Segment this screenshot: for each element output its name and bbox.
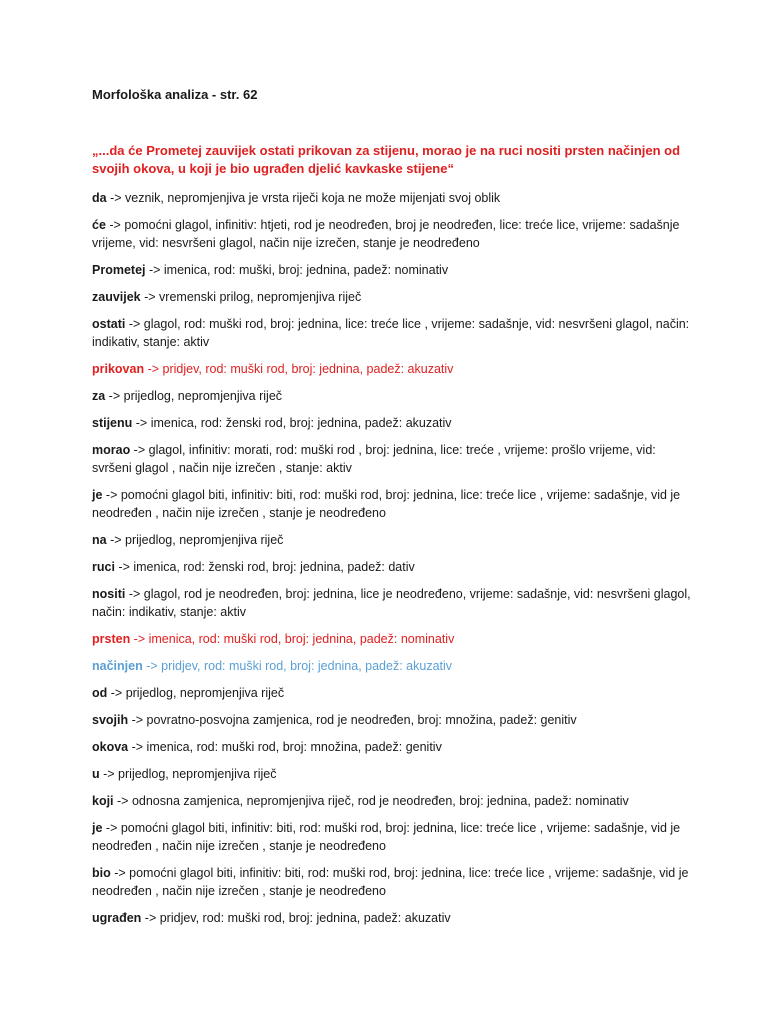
entry-description: -> imenica, rod: muški rod, broj: jednina, padež: nominativ xyxy=(130,632,455,646)
document-title: Morfološka analiza - str. 62 xyxy=(92,87,258,102)
entry-description: -> pomoćni glagol biti, infinitiv: biti, rod: muški rod, broj: jednina, lice: treće lice , vrijeme: sadašnje, vid je neodređen , način nije izrečen , stanje je neodređeno xyxy=(92,488,681,520)
entry-description: -> imenica, rod: ženski rod, broj: jednina, padež: dativ xyxy=(114,560,415,574)
entry-description: -> prijedlog, nepromjenjiva riječ xyxy=(105,389,283,403)
entry-description: -> pomoćni glagol biti, infinitiv: biti, rod: muški rod, broj: jednina, lice: treće lice , vrijeme: sadašnje, vid je neodređen , način nije izrečen , stanje je neodređeno xyxy=(92,821,681,853)
entry-word: ruci xyxy=(92,560,115,574)
analysis-entry xyxy=(92,819,692,855)
entry-description: -> prijedlog, nepromjenjiva riječ xyxy=(99,767,277,781)
entry-description: -> veznik, nepromjenjiva je vrsta riječi koja ne može mijenjati svoj oblik xyxy=(106,191,501,205)
analysis-entry xyxy=(92,441,692,477)
analysis-entry xyxy=(92,864,692,900)
entry-description: -> imenica, rod: muški rod, broj: množina, padež: genitiv xyxy=(128,740,442,754)
entry-description: -> pridjev, rod: muški rod, broj: jednina, padež: akuzativ xyxy=(141,911,451,925)
analysis-entry xyxy=(92,909,692,927)
analysis-entry xyxy=(92,414,692,432)
entry-word: je xyxy=(92,488,103,502)
analysis-entry xyxy=(92,315,692,351)
document-content xyxy=(92,86,692,936)
entry-description: -> pomoćni glagol biti, infinitiv: biti, rod: muški rod, broj: jednina, lice: treće lice , vrijeme: sadašnje, vid je neodređen , način nije izrečen , stanje je neodređeno xyxy=(92,866,689,898)
analysis-entry-highlighted xyxy=(92,630,692,648)
analysis-entry xyxy=(92,792,692,810)
entry-word: ugrađen xyxy=(92,911,142,925)
entry-word: prsten xyxy=(92,632,131,646)
analysis-entry xyxy=(92,765,692,783)
entry-description: -> glagol, infinitiv: morati, rod: muški rod , broj: jednina, lice: treće , vrijeme: prošlo vrijeme, vid: svršeni glagol , način nije izrečen , stanje: aktiv xyxy=(92,443,656,475)
entry-word: stijenu xyxy=(92,416,133,430)
entry-description: -> glagol, rod: muški rod, broj: jednina, lice: treće lice , vrijeme: sadašnje, vid: nesvršeni glagol, način: indikativ, stanje: aktiv xyxy=(92,317,690,349)
entry-description: -> glagol, rod je neodređen, broj: jednina, lice je neodređeno, vrijeme: sadašnje, vid: nesvršeni glagol, način: indikativ, stanje: aktiv xyxy=(92,587,691,619)
entry-word: okova xyxy=(92,740,129,754)
analysis-entry xyxy=(92,684,692,702)
entry-word: morao xyxy=(92,443,131,457)
entry-description: -> odnosna zamjenica, nepromjenjiva riječ, rod je neodređen, broj: jednina, padež: nominativ xyxy=(113,794,629,808)
entry-word: ostati xyxy=(92,317,126,331)
entry-word: načinjen xyxy=(92,659,143,673)
analysis-entry xyxy=(92,711,692,729)
entry-word: bio xyxy=(92,866,111,880)
entry-word: je xyxy=(92,821,103,835)
entry-description: -> pomoćni glagol, infinitiv: htjeti, rod je neodređen, broj je neodređen, lice: treće lice, vrijeme: sadašnje vrijeme, vid: nesvršeni glagol, način nije izrečen, stanje je neodređeno xyxy=(92,218,680,250)
entry-word: da xyxy=(92,191,107,205)
analysis-entry xyxy=(92,738,692,756)
entry-description: -> prijedlog, nepromjenjiva riječ xyxy=(107,686,285,700)
entry-word: od xyxy=(92,686,108,700)
analysis-entry xyxy=(92,288,692,306)
entry-description: -> pridjev, rod: muški rod, broj: jednina, padež: akuzativ xyxy=(144,362,454,376)
analysis-entry xyxy=(92,486,692,522)
analysis-entry xyxy=(92,261,692,279)
entry-word: u xyxy=(92,767,100,781)
quoted-sentence: „...da će Prometej zauvijek ostati prikovan za stijenu, morao je na ruci nositi prsten načinjen od svojih okova, u koji je bio ugrađen djelić kavkaske stijene“ xyxy=(92,143,681,176)
entry-word: Prometej xyxy=(92,263,146,277)
entry-word: za xyxy=(92,389,106,403)
analysis-entry-highlighted xyxy=(92,360,692,378)
entry-description: -> imenica, rod: ženski rod, broj: jednina, padež: akuzativ xyxy=(132,416,452,430)
analysis-entry xyxy=(92,387,692,405)
analysis-entry xyxy=(92,216,692,252)
analysis-entry xyxy=(92,189,692,207)
entry-word: na xyxy=(92,533,107,547)
entry-description: -> imenica, rod: muški, broj: jednina, padež: nominativ xyxy=(145,263,449,277)
entry-word: nositi xyxy=(92,587,126,601)
analysis-entry-highlighted-blue xyxy=(92,657,692,675)
entry-description: -> vremenski prilog, nepromjenjiva riječ xyxy=(140,290,362,304)
entry-word: svojih xyxy=(92,713,129,727)
entry-description: -> pridjev, rod: muški rod, broj: jednina, padež: akuzativ xyxy=(142,659,453,673)
entry-word: zauvijek xyxy=(92,290,141,304)
entry-description: -> povratno-posvojna zamjenica, rod je neodređen, broj: množina, padež: genitiv xyxy=(128,713,577,727)
analysis-entry xyxy=(92,558,692,576)
entry-word: prikovan xyxy=(92,362,145,376)
analysis-entry xyxy=(92,531,692,549)
analysis-entry xyxy=(92,585,692,621)
entry-description: -> prijedlog, nepromjenjiva riječ xyxy=(106,533,284,547)
entry-word: koji xyxy=(92,794,114,808)
entry-word: će xyxy=(92,218,106,232)
